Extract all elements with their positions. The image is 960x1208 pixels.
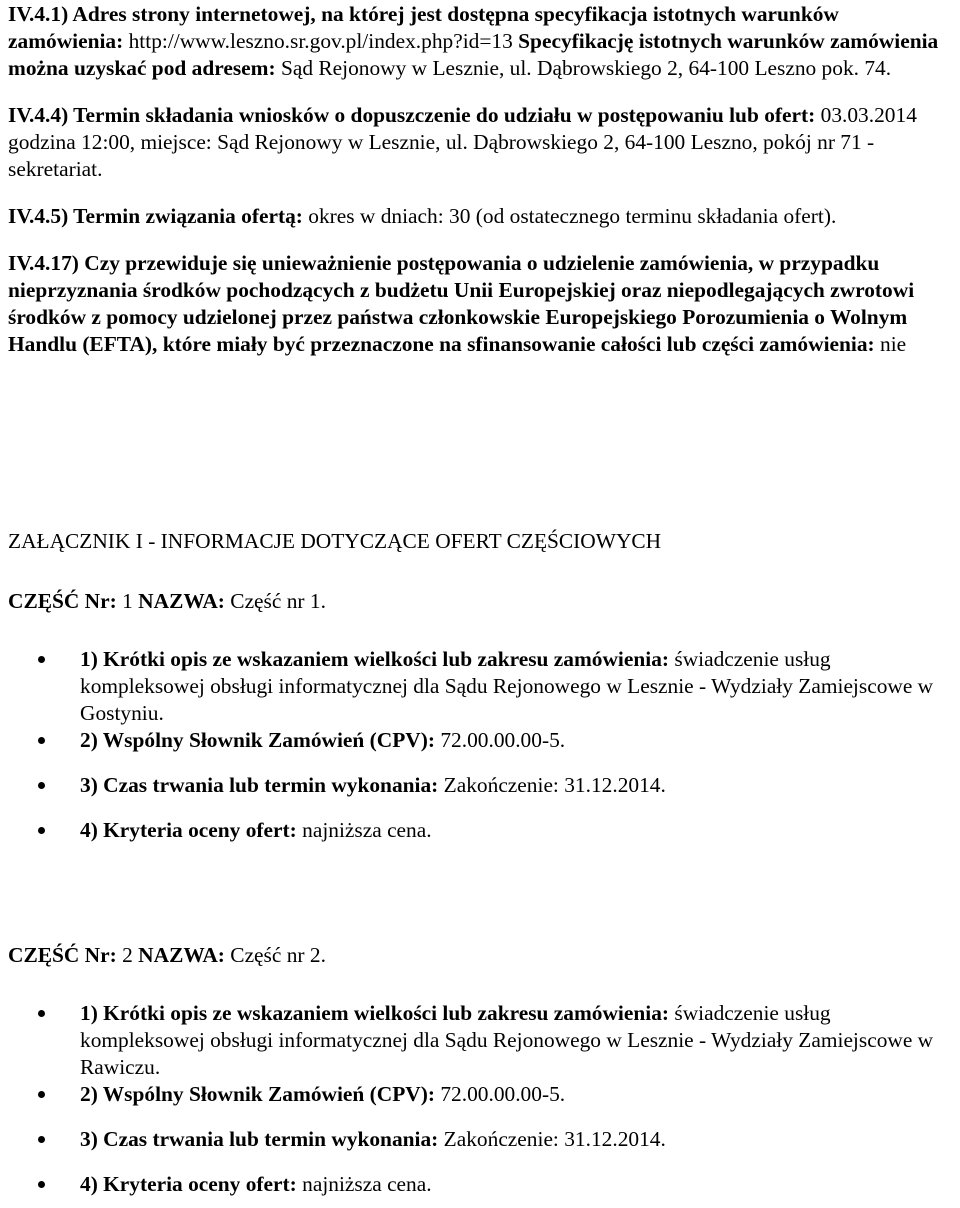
item-label: 2) Wspólny Słownik Zamówień (CPV): (80, 728, 435, 752)
item-value: najniższa cena. (302, 818, 432, 842)
section-iv-4-4 (8, 102, 952, 183)
annex-title: ZAŁĄCZNIK I - INFORMACJE DOTYCZĄCE OFERT CZĘŚCIOWYCH (8, 529, 662, 553)
list-item (8, 1000, 952, 1081)
part-number: 2 (122, 943, 133, 967)
part-name-value: Część nr 1. (230, 589, 326, 613)
item-value: 72.00.00.00-5. (440, 728, 566, 752)
list-item (8, 1126, 952, 1153)
item-label: 4) Kryteria oceny ofert: (80, 1172, 297, 1196)
section-iv-4-5 (8, 203, 952, 230)
spec-url[interactable]: http://www.leszno.sr.gov.pl/index.php?id=13 (128, 29, 513, 53)
document-page (8, 1, 952, 358)
section-iv-4-17 (8, 250, 952, 358)
part-label: CZĘŚĆ Nr: (8, 589, 117, 613)
list-item (8, 646, 952, 727)
list-item (8, 1081, 952, 1108)
list-item (8, 817, 952, 844)
section-value: okres w dniach: 30 (od ostatecznego terminu składania ofert). (308, 204, 837, 228)
item-value: świadczenie usług kompleksowej obsługi informatycznej dla Sądu Rejonowego w Lesznie - Wydziały Zamiejscowe w Gostyniu. (80, 647, 934, 725)
section-label: IV.4.4) Termin składania wniosków o dopuszczenie do udziału w postępowaniu lub ofert: (8, 103, 816, 127)
section-value: Sąd Rejonowy w Lesznie, ul. Dąbrowskiego 2, 64-100 Leszno pok. 74. (280, 56, 892, 80)
item-label: 4) Kryteria oceny ofert: (80, 818, 297, 842)
item-value: Zakończenie: 31.12.2014. (443, 1127, 666, 1151)
item-label: 3) Czas trwania lub termin wykonania: (80, 1127, 439, 1151)
item-value: świadczenie usług kompleksowej obsługi informatycznej dla Sądu Rejonowego w Lesznie - Wydziały Zamiejscowe w Rawiczu. (80, 1001, 934, 1079)
part-heading (8, 588, 952, 615)
part-label: CZĘŚĆ Nr: (8, 943, 117, 967)
item-label: 2) Wspólny Słownik Zamówień (CPV): (80, 1082, 435, 1106)
part-2-items (8, 1000, 952, 1198)
item-label: 1) Krótki opis ze wskazaniem wielkości lub zakresu zamówienia: (80, 647, 670, 671)
section-iv-4-1 (8, 1, 952, 82)
item-label: 3) Czas trwania lub termin wykonania: (80, 773, 439, 797)
part-name-label: NAZWA: (138, 943, 225, 967)
part-number: 1 (122, 589, 133, 613)
section-label: IV.4.5) Termin związania ofertą: (8, 204, 303, 228)
list-item (8, 1171, 952, 1198)
list-item (8, 772, 952, 799)
section-label: Specyfikację istotnych warunków zamówienia można uzyskać pod adresem: (8, 29, 939, 80)
item-value: 72.00.00.00-5. (440, 1082, 566, 1106)
item-value: najniższa cena. (302, 1172, 432, 1196)
section-value: 03.03.2014 godzina 12:00, miejsce: Sąd Rejonowy w Lesznie, ul. Dąbrowskiego 2, 64-100 Leszno, pokój nr 71 - sekretariat. (8, 103, 917, 181)
item-label: 1) Krótki opis ze wskazaniem wielkości lub zakresu zamówienia: (80, 1001, 670, 1025)
part-1-items (8, 646, 952, 844)
part-name-value: Część nr 2. (230, 943, 326, 967)
section-value: nie (880, 332, 907, 356)
part-heading (8, 942, 952, 969)
list-item (8, 727, 952, 754)
section-label: IV.4.17) Czy przewiduje się unieważnienie postępowania o udzielenie zamówienia, w przypadku nieprzyznania środków pochodzących z budżetu Unii Europejskiej oraz niepodlegających zwrotowi środków z pomocy udzielonej przez państwa członkowskie Europejskiego Porozumienia o Wolnym Handlu (EFTA), które miały być przeznaczone na sfinansowanie całości lub części zamówienia: (8, 251, 915, 356)
part-name-label: NAZWA: (138, 589, 225, 613)
item-value: Zakończenie: 31.12.2014. (443, 773, 666, 797)
section-label: IV.4.1) Adres strony internetowej, na której jest dostępna specyfikacja istotnych warunków zamówienia: (8, 2, 839, 53)
